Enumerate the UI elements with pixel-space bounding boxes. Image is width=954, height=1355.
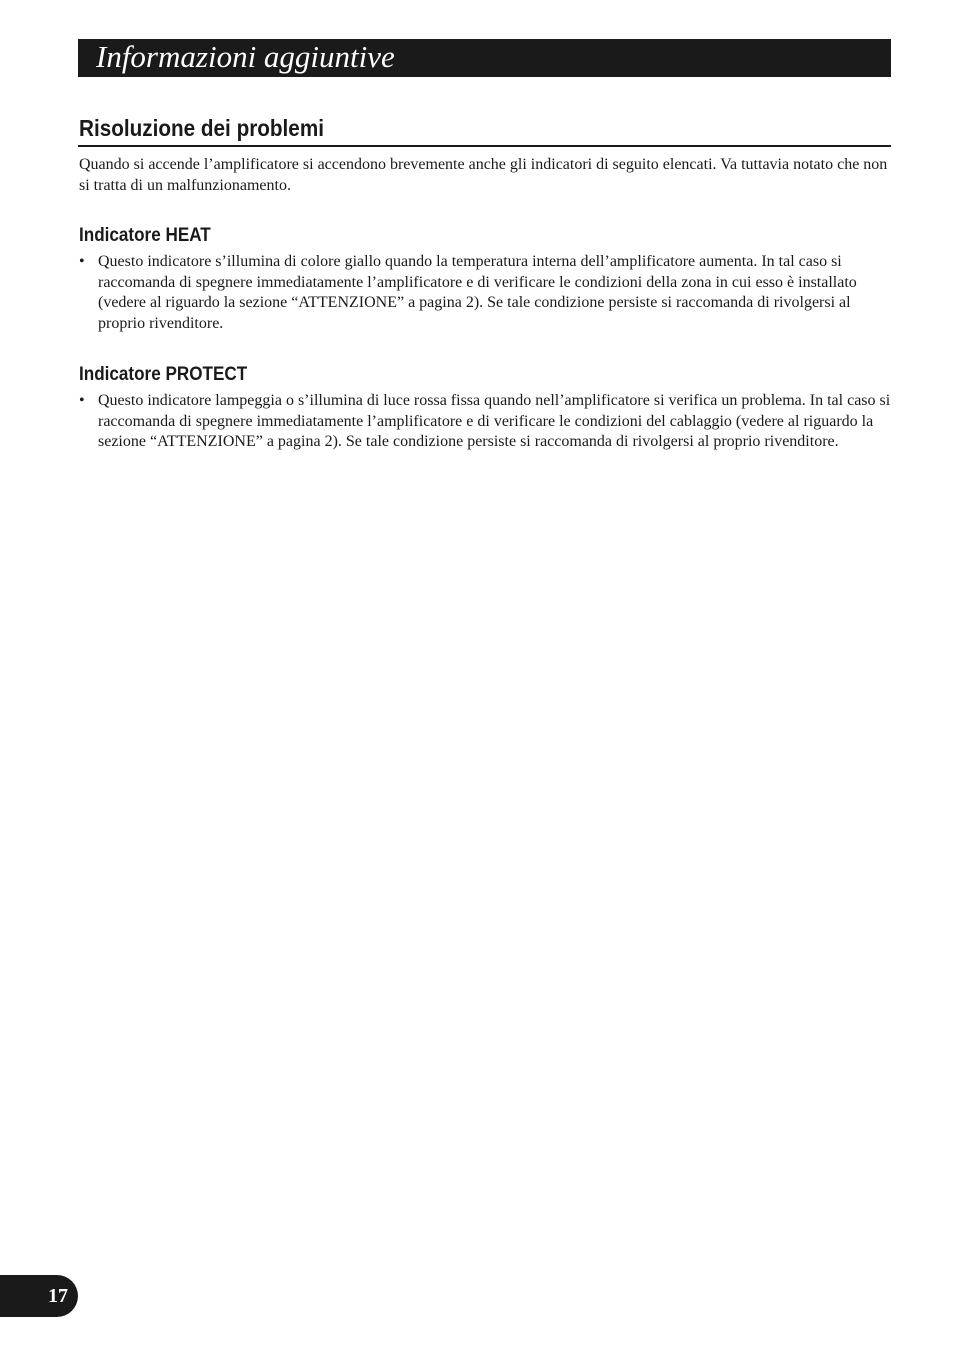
heat-bullet-list: [79, 252, 891, 334]
list-item: [79, 252, 891, 334]
section-title: Risoluzione dei problemi: [79, 115, 324, 141]
page-number-tab: [0, 1275, 78, 1317]
intro-paragraph: Quando si accende l’amplificatore si accendono brevemente anche gli indicatori di seguito elencati. Va tuttavia notato che non si tratta di un malfunzionamento.: [79, 156, 888, 194]
subsection-title-protect: Indicatore PROTECT: [79, 364, 248, 385]
heat-description: Questo indicatore s’illumina di colore giallo quando la temperatura interna dell’amplificatore aumenta. In tal caso si raccomanda di spegnere immediatamente l’amplificatore e di verificare le condizioni della zona in cui esso è installato (vedere al riguardo la sezione “ATTENZIONE” a pagina 2). Se tale condizione persiste si raccomanda di rivolgersi al proprio rivenditore.: [98, 253, 857, 332]
list-item: [79, 391, 891, 453]
protect-bullet-list: [79, 391, 891, 453]
subsection-title-heat: Indicatore HEAT: [79, 225, 211, 246]
section-divider: [78, 145, 891, 147]
page-number: 17: [48, 1285, 68, 1307]
bullet-icon: •: [79, 253, 85, 270]
bullet-icon: •: [79, 392, 85, 409]
chapter-title: Informazioni aggiuntive: [96, 39, 395, 74]
protect-description: Questo indicatore lampeggia o s’illumina di luce rossa fissa quando nell’amplificatore si verifica un problema. In tal caso si raccomanda di spegnere immediatamente l’amplificatore e di verificare le condizioni del cablaggio (vedere al riguardo la sezione “ATTENZIONE” a pagina 2). Se tale condizione persiste si raccomanda di rivolgersi al proprio rivenditore.: [98, 392, 891, 450]
chapter-header-bar: [78, 39, 891, 77]
